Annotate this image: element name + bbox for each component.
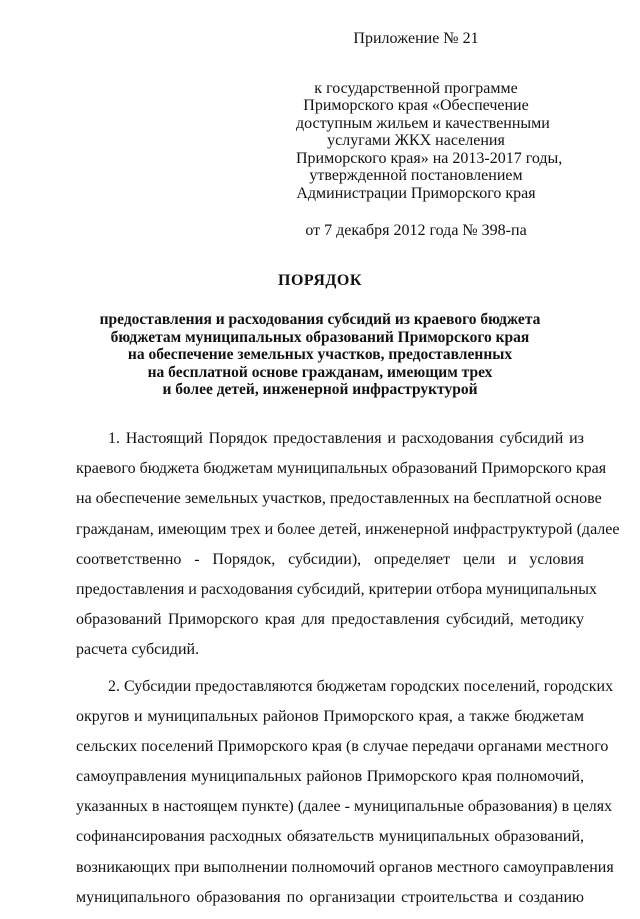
body-line: округов и муниципальных районов Приморского края, а также бюджетам — [76, 707, 584, 725]
subheading-line: бюджетам муниципальных образований Приморского края — [110, 328, 530, 346]
appendix-line: к государственной программе — [314, 79, 518, 97]
subheading-line: на бесплатной основе гражданам, имеющим трех — [147, 363, 493, 381]
subheading-line: на обеспечение земельных участков, предоставленных — [127, 346, 513, 363]
body-line: самоуправления муниципальных районов Приморского края полномочий, — [76, 768, 584, 786]
appendix-line: Администрации Приморского края — [296, 184, 536, 202]
appendix-line: Приморского края» на 2013-2017 годы, — [296, 149, 563, 167]
document-body — [76, 424, 620, 919]
body-line: гражданам, имеющим трех и более детей, инженерной инфраструктурой (далее — [76, 520, 620, 538]
body-line: 2. Субсидии предоставляются бюджетам городских поселений, городских — [108, 677, 614, 695]
body-line: образований Приморского края для предоставления субсидий, методику — [76, 611, 584, 629]
appendix-line: услугами ЖКХ населения — [327, 132, 505, 149]
appendix-line: доступным жильем и качественными — [296, 114, 550, 132]
document-subheading — [0, 311, 640, 399]
body-line: предоставления и расходования субсидий, критерии отбора муниципальных — [76, 580, 597, 598]
body-line: сельских поселений Приморского края (в случае передачи органами местного — [76, 737, 609, 755]
body-line: соответственно - Порядок, субсидии), определяет цели и условия — [76, 550, 584, 568]
subheading-line: и более детей, инженерной инфраструктурой — [162, 381, 478, 398]
body-line: муниципального образования по организации строительства и созданию — [76, 888, 584, 906]
body-line: софинансирования расходных обязательств муниципальных образований, — [76, 828, 584, 846]
appendix-title: Приложение № 21 — [353, 30, 479, 47]
body-line: краевого бюджета бюджетам муниципальных образований Приморского края — [76, 460, 607, 478]
body-line: указанных в настоящем пункте) (далее - муниципальные образования) в целях — [76, 798, 613, 816]
appendix-line: утвержденной постановлением — [309, 167, 523, 184]
appendix-line: Приморского края «Обеспечение — [303, 97, 529, 114]
subheading-line: предоставления и расходования субсидий из краевого бюджета — [99, 311, 541, 328]
paragraph-2 — [76, 672, 614, 914]
body-line: расчета субсидий. — [76, 641, 200, 659]
body-line: возникающих при выполнении полномочий органов местного самоуправления — [76, 858, 614, 876]
appendix-date: от 7 декабря 2012 года № 398-па — [305, 222, 527, 239]
body-line: на обеспечение земельных участков, предоставленных на бесплатной основе — [76, 490, 602, 508]
document-heading: ПОРЯДОК — [278, 272, 362, 289]
appendix-block — [296, 30, 563, 240]
paragraph-1 — [76, 424, 620, 666]
body-line: 1. Настоящий Порядок предоставления и расходования субсидий из — [108, 430, 584, 447]
